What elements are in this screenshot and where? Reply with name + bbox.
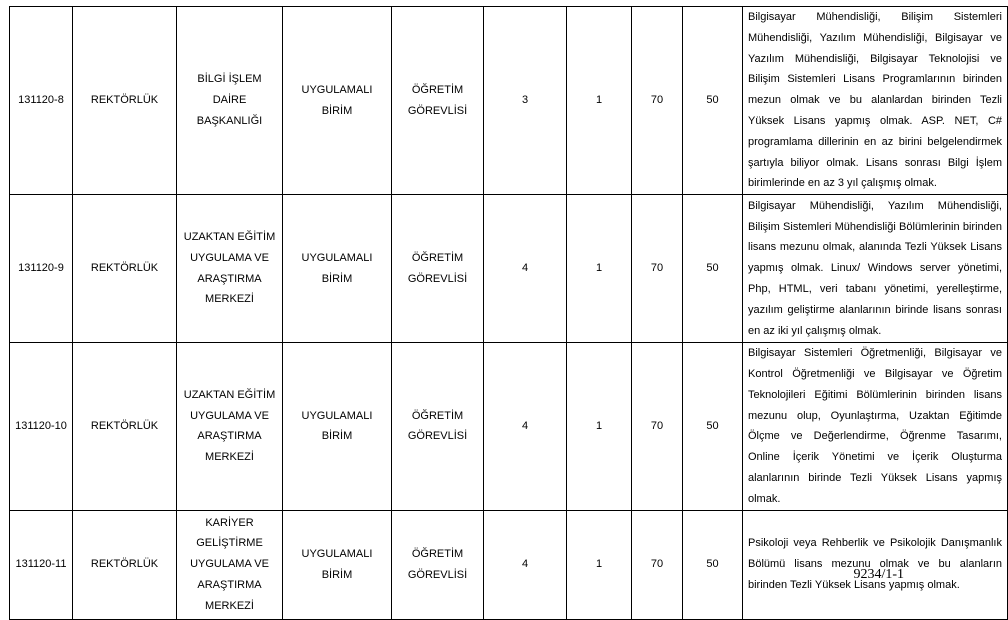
department-type: UYGULAMALI BİRİM <box>283 7 392 195</box>
language-score: 50 <box>683 7 743 195</box>
language-score: 50 <box>683 195 743 343</box>
subunit-name: BİLGİ İŞLEM DAİRE BAŞKANLIĞI <box>177 7 283 195</box>
subunit-name: KARİYER GELİŞTİRME UYGULAMA VE ARAŞTIRMA MERKEZİ <box>177 510 283 619</box>
requirements-text: Psikoloji veya Rehberlik ve Psikolojik Danışmanlık Bölümü lisans mezunu olmak ve bu alanların birinden Tezli Yüksek Lisans yapmış olmak. <box>743 510 1008 619</box>
language-score: 50 <box>683 343 743 510</box>
unit-name: REKTÖRLÜK <box>73 195 177 343</box>
position-count: 1 <box>567 195 632 343</box>
position-code: 131120-8 <box>10 7 73 195</box>
position-count: 1 <box>567 343 632 510</box>
position-code: 131120-9 <box>10 195 73 343</box>
position-degree: 3 <box>484 7 567 195</box>
unit-name: REKTÖRLÜK <box>73 7 177 195</box>
department-type: UYGULAMALI BİRİM <box>283 510 392 619</box>
position-code: 131120-10 <box>10 343 73 510</box>
position-title: ÖĞRETİM GÖREVLİSİ <box>392 195 484 343</box>
position-degree: 4 <box>484 343 567 510</box>
positions-table <box>9 6 1008 620</box>
requirements-text: Bilgisayar Sistemleri Öğretmenliği, Bilgisayar ve Kontrol Öğretmenliği ve Bilgisayar ve Öğretim Teknolojileri Eğitimi Bölümlerinin birinden lisans mezunu olup, Oyunlaştırma, Uzaktan Eğitimde Ölçme ve Değerlendirme, Öğrenme Tasarımı, Online İçerik Yönetimi ve İçerik Oluşturma alanlarının birinde Tezli Yüksek Lisans yapmış olmak. <box>743 343 1008 510</box>
position-count: 1 <box>567 510 632 619</box>
position-title: ÖĞRETİM GÖREVLİSİ <box>392 7 484 195</box>
ales-score: 70 <box>632 7 683 195</box>
unit-name: REKTÖRLÜK <box>73 343 177 510</box>
requirements-text: Bilgisayar Mühendisliği, Yazılım Mühendisliği, Bilişim Sistemleri Mühendisliği Bölümlerinin birinden lisans mezunu olmak, alanında Tezli Yüksek Lisans yapmış olmak. Linux/ Windows server yönetimi, Php, HTML, veri tabanı yönetimi, yerelleştirme, yazılım geliştirme alanlarının birinde lisans sonrası en az iki yıl çalışmış olmak. <box>743 195 1008 343</box>
language-score: 50 <box>683 510 743 619</box>
position-degree: 4 <box>484 510 567 619</box>
position-count: 1 <box>567 7 632 195</box>
page-reference: 9234/1-1 <box>853 567 904 582</box>
position-title: ÖĞRETİM GÖREVLİSİ <box>392 343 484 510</box>
ales-score: 70 <box>632 343 683 510</box>
position-code: 131120-11 <box>10 510 73 619</box>
ales-score: 70 <box>632 195 683 343</box>
department-type: UYGULAMALI BİRİM <box>283 195 392 343</box>
requirements-text: Bilgisayar Mühendisliği, Bilişim Sistemleri Mühendisliği, Yazılım Mühendisliği, Bilgisayar ve Yazılım Mühendisliği, Bilgisayar Teknolojisi ve Bilişim Sistemleri Lisans Programlarının birinden mezun olmak ve bu alanlardan birinden Tezli Yüksek Lisans yapmış olmak. ASP. NET, C# programlama dillerinin en az birini belgelendirmek şartıyla biliyor olmak. Lisans sonrası Bilgi İşlem birimlerinde en az 3 yıl çalışmış olmak. <box>743 7 1008 195</box>
position-title: ÖĞRETİM GÖREVLİSİ <box>392 510 484 619</box>
table-row <box>10 510 1008 619</box>
table-row <box>10 343 1008 510</box>
subunit-name: UZAKTAN EĞİTİM UYGULAMA VE ARAŞTIRMA MERKEZİ <box>177 343 283 510</box>
unit-name: REKTÖRLÜK <box>73 510 177 619</box>
department-type: UYGULAMALI BİRİM <box>283 343 392 510</box>
table-row <box>10 7 1008 195</box>
table-row <box>10 195 1008 343</box>
subunit-name: UZAKTAN EĞİTİM UYGULAMA VE ARAŞTIRMA MERKEZİ <box>177 195 283 343</box>
position-degree: 4 <box>484 195 567 343</box>
ales-score: 70 <box>632 510 683 619</box>
